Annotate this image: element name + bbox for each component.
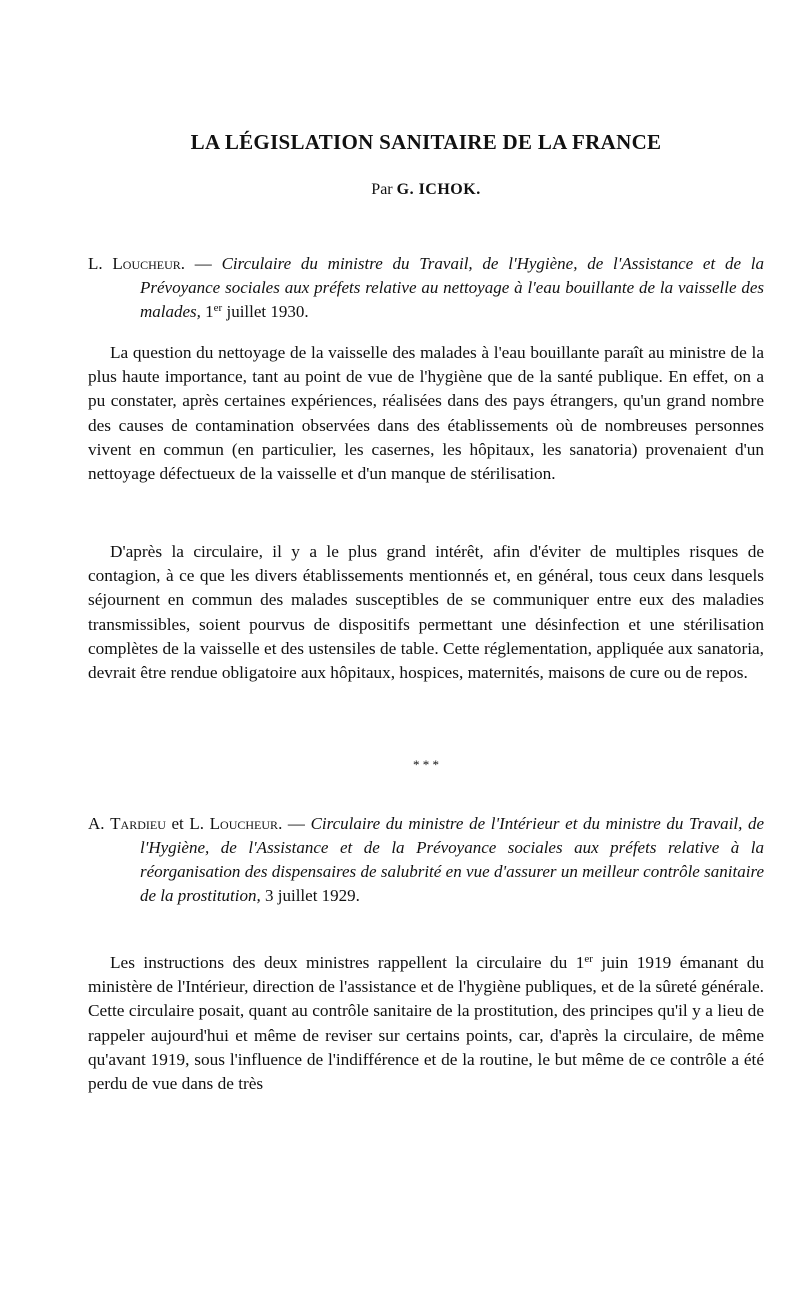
- author-name: G. ICHOK.: [396, 181, 481, 198]
- citation-entry-2: [88, 812, 764, 908]
- entry2-date: 3 juillet 1929.: [265, 886, 360, 905]
- entry2-citation: Circulaire du ministre de l'Intérieur et du ministre du Travail, de l'Hygiène, de l'Assistance et de la Prévoyance sociales aux préfets relative à la réorganisation des dispensaires de salubrité en vue d'assurer un meilleur contrôle sanitaire de la prostitution,: [140, 814, 765, 905]
- entry1-author-name: Loucheur: [112, 254, 181, 273]
- entry1-date-day: 1: [205, 302, 214, 321]
- byline-prefix: Par: [371, 181, 393, 198]
- entry1-citation: Circulaire du ministre du Travail, de l'Hygiène, de l'Assistance et de la Prévoyance sociales aux préfets relative au nettoyage à l'eau bouillante de la vaisselle des malades,: [140, 254, 764, 321]
- entry2-author2-initial: L.: [189, 814, 205, 833]
- entry1-date-rest: juillet 1930.: [226, 302, 309, 321]
- entry2-author2-name: Loucheur: [209, 814, 279, 833]
- para3-ord: er: [584, 953, 593, 965]
- entry2-author1-initial: A.: [88, 814, 105, 833]
- para3-after: juin 1919 émanant du ministère de l'Intérieur, direction de l'assistance et de l'hygiène publiques, et de la sûreté générale. Cette circulaire posait, quant au contrôle sanitaire de la prostitution, des principes qu'il y a lieu de rappeler aujourd'hui et même de reviser sur certains points, car, d'après la circulaire, de même qu'avant 1919, sous l'influence de l'indifférence et de la routine, le but même de ce contrôle a été perdu de vue dans de très: [88, 953, 765, 1094]
- entry1-dash: . —: [180, 254, 212, 273]
- section-separator: * * *: [413, 757, 439, 772]
- paragraph-1: La question du nettoyage de la vaisselle des malades à l'eau bouillante paraît au ministre de la plus haute importance, tant au point de vue de l'hygiène que de la santé publique. En effet, on a pu constater, après certaines expériences, réalisées dans des pays étrangers, qu'un grand nombre des causes de contamination observées dans des établissements où de nombreuses personnes vivent en commun (en particulier, les casernes, les hôpitaux, les sanatoria) provenaient d'un nettoyage défectueux de la vaisselle et d'un manque de stérilisation.: [88, 343, 764, 484]
- byline: [88, 181, 764, 199]
- paragraph-3: [88, 951, 764, 1096]
- entry1-date-ord: er: [213, 302, 223, 314]
- para3-before: Les instructions des deux ministres rappellent la circulaire du 1: [110, 953, 585, 972]
- article-title: LA LÉGISLATION SANITAIRE DE LA FRANCE: [190, 130, 662, 154]
- paragraph-2: D'après la circulaire, il y a le plus grand intérêt, afin d'éviter de multiples risques de contagion, à ce que les divers établissements mentionnés et, en général, tous ceux dans lesquels séjournent en commun des malades susceptibles de se communiquer entre eux des maladies transmissibles, soient pourvus de dispositifs permettant une désinfection et une stérilisation complètes de la vaisselle et des ustensiles de table. Cette réglementation, appliquée aux sanatoria, devrait être rendue obligatoire aux hôpitaux, hospices, maternités, maisons de cure ou de repos.: [88, 542, 764, 683]
- entry1-author-initial: L.: [88, 254, 103, 273]
- entry2-conj: et: [171, 814, 184, 833]
- citation-entry-1: [88, 252, 764, 324]
- entry2-dash: . —: [278, 814, 305, 833]
- entry2-author1-name: Tardieu: [110, 814, 166, 833]
